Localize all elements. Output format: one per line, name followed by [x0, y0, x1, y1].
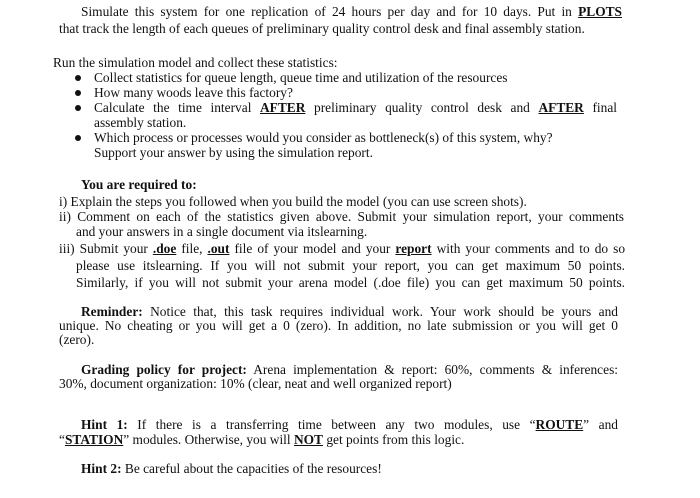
hint-1-line-1: Hint 1: If there is a transferring time between any two modules, use “ROUTE” and [81, 417, 618, 432]
intro-line-1: Simulate this system for one replication of 24 hours per day and for 10 days. Put in PLOTS [81, 4, 622, 19]
bullet-4-line-2: Support your answer by using the simulation report. [94, 145, 373, 160]
bullet-dot-1 [75, 75, 81, 81]
reminder-line-2: unique. No cheating or you will get a 0 (zero). In addition, no late submission or you will get 0 [59, 318, 618, 333]
bullet-dot-3 [75, 105, 81, 111]
bullet-1: Collect statistics for queue length, queue time and utilization of the resources [94, 70, 508, 85]
required-item-i: i) Explain the steps you followed when you build the model (you can use screen shots). [59, 194, 527, 209]
bullet-2: How many woods leave this factory? [94, 85, 293, 100]
plots-emphasis: PLOTS [578, 4, 622, 19]
hint-2: Hint 2: Be careful about the capacities of the resources! [81, 461, 382, 476]
required-item-ii-line-2: and your answers in a single document via itslearning. [76, 224, 368, 239]
reminder-line-1: Reminder: Notice that, this task requires individual work. Your work should be yours and [81, 304, 618, 319]
bullet-dot-4 [75, 135, 81, 141]
not-emphasis: NOT [293, 432, 323, 447]
intro-line-2: that track the length of each queues of preliminary quality control desk and final assembly station. [59, 21, 585, 36]
required-heading: You are required to: [81, 177, 197, 192]
route-emphasis: ROUTE [535, 417, 584, 432]
hint-1-line-2: “STATION” modules. Otherwise, you will NOT get points from this logic. [59, 432, 465, 447]
reminder-line-3: (zero). [59, 332, 95, 347]
grading-line-2: 30%, document organization: 10% (clear, neat and well organized report) [59, 376, 452, 391]
bullet-4-line-1: Which process or processes would you consider as bottleneck(s) of this system, why? [94, 130, 553, 145]
station-emphasis: STATION [64, 432, 124, 447]
required-item-iii-line-1: iii) Submit your .doe file, .out file of your model and your report with your comments and to do so [59, 241, 626, 256]
grading-line-1: Grading policy for project: Arena implementation & report: 60%, comments & inferences: [81, 362, 618, 377]
bullet-3-line-2: assembly station. [94, 115, 187, 130]
required-item-ii-line-1: ii) Comment on each of the statistics given above. Submit your simulation report, your comments [59, 209, 624, 224]
bullet-3-line-1: Calculate the time interval AFTER preliminary quality control desk and AFTER final [94, 100, 617, 115]
required-item-iii-line-3: Similarly, if you will not submit your arena model (.doe file) you can get maximum 50 points. [76, 275, 625, 290]
required-item-iii-line-2: please use itslearning. If you will not submit your report, you can get maximum 50 points. [76, 258, 625, 273]
run-heading: Run the simulation model and collect these statistics: [53, 55, 338, 70]
bullet-dot-2 [75, 90, 81, 96]
